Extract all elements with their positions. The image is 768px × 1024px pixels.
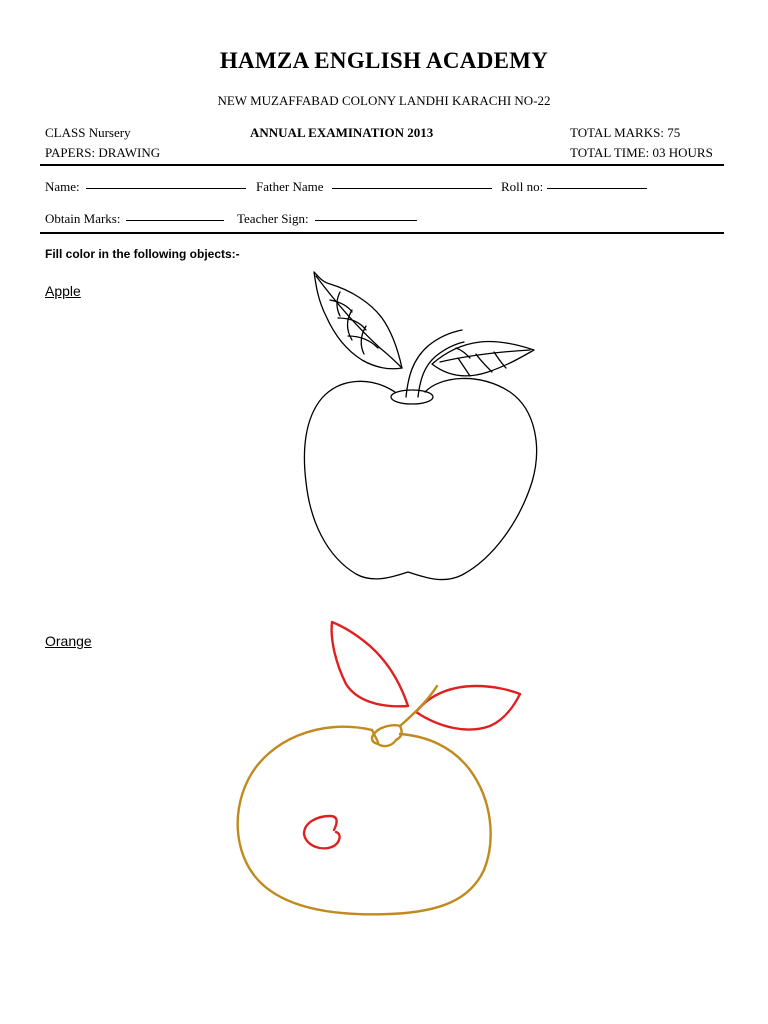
orange-label: Orange xyxy=(45,633,92,649)
instruction-text: Fill color in the following objects:- xyxy=(45,247,240,261)
total-marks: TOTAL MARKS: 75 xyxy=(570,125,681,140)
class-label: CLASS Nursery xyxy=(45,125,131,140)
father-name-label: Father Name xyxy=(256,179,324,194)
name-label: Name: xyxy=(45,179,80,194)
apple-label: Apple xyxy=(45,283,81,299)
total-time: TOTAL TIME: 03 HOURS xyxy=(570,145,713,160)
paper-label: PAPERS: DRAWING xyxy=(45,145,161,160)
exam-title: ANNUAL EXAMINATION 2013 xyxy=(250,125,434,140)
school-address: NEW MUZAFFABAD COLONY LANDHI KARACHI NO-22 xyxy=(217,93,551,108)
school-title: HAMZA ENGLISH ACADEMY xyxy=(219,48,549,73)
roll-no-label: Roll no: xyxy=(501,179,544,194)
teacher-sign-label: Teacher Sign: xyxy=(237,211,309,226)
obtain-marks-label: Obtain Marks: xyxy=(45,211,121,226)
